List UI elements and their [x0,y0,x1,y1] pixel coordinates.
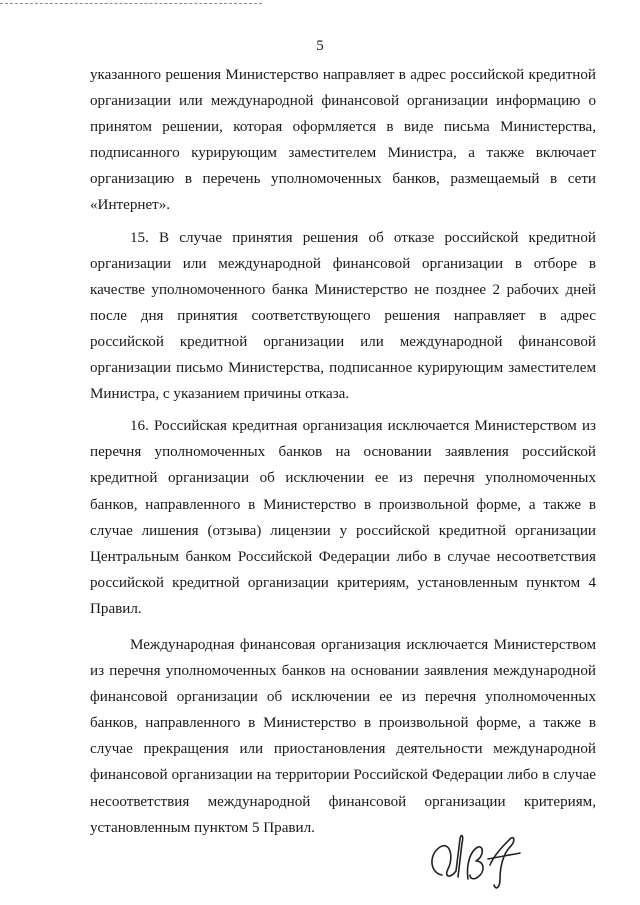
paragraph-item-15: 15. В случае принятия решения об отказе российской кредитной организации или международной финансовой организации в отборе в качестве уполномоченного банка Министерство не позднее 2 рабочих дней после дня принятия соответствующего решения направляет в адрес российской кредитной организации или международной финансовой организации письмо Министерства, подписанное курирующим заместителем Министра, с указанием причины отказа. [90,229,596,403]
document-body [90,62,596,841]
paragraph-continuation: указанного решения Министерство направляет в адрес российской кредитной организации или международной финансовой организации информацию о принятом решении, которая оформляется в виде письма Министерства, подписанного курирующим заместителем Министра, а также включает организацию в перечень уполномоченных банков, размещаемый в сети «Интернет». [90,67,596,214]
handwritten-signature [420,825,530,895]
page-number: 5 [316,38,324,54]
scan-edge-mark [0,3,262,4]
paragraph-international-org: Международная финансовая организация исключается Министерством из перечня уполномоченных банков на основании заявления международной финансовой организации об исключении ее из перечня уполномоченных банков, направленного в Министерство в произвольной форме, а также в случае прекращения или приостановления деятельности международной финансовой организации на территории Российской Федерации либо в случае несоответствия международной финансовой организации критериям, установленным пунктом 5 Правил. [90,636,596,836]
paragraph-item-16: 16. Российская кредитная организация исключается Министерством из перечня уполномоченных банков на основании заявления российской кредитной организации об исключении ее из перечня уполномоченных банков, направленного в Министерство в произвольной форме, а также в случае лишения (отзыва) лицензии у российской кредитной организации Центральным банком Российской Федерации либо в случае несоответствия российской кредитной организации критериям, установленным пунктом 4 Правил. [90,418,596,617]
